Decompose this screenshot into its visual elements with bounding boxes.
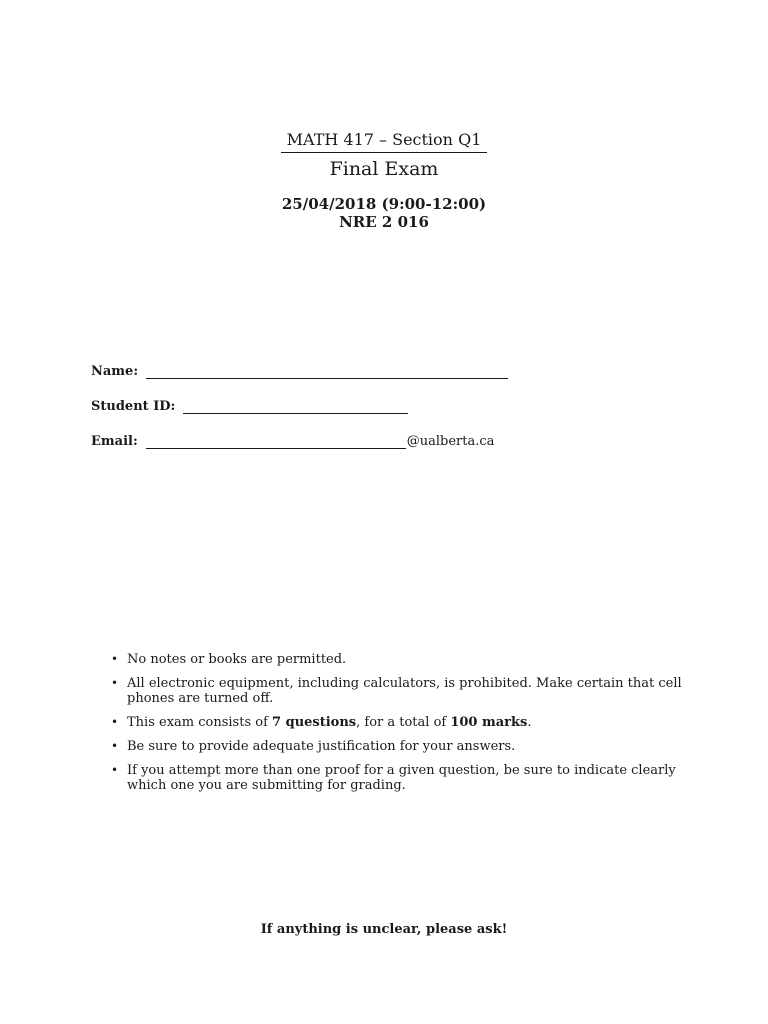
email-field: [91, 431, 494, 449]
instruction-text: If you attempt more than one proof for a given question, be sure to indicate clearly which one you are submitting for grading.: [127, 763, 676, 793]
instruction-item: [110, 763, 690, 793]
email-label: Email:: [91, 434, 138, 449]
instruction-item: [110, 676, 690, 706]
instruction-text: Be sure to provide adequate justification for your answers.: [127, 739, 516, 754]
instructions-list: [110, 652, 690, 802]
course-title: MATH 417 – Section Q1: [281, 130, 488, 153]
student-id-field: [91, 396, 408, 414]
student-id-blank-line[interactable]: [183, 400, 408, 414]
bullet-icon: •: [111, 715, 119, 729]
total-marks: 100 marks: [450, 715, 528, 730]
name-blank-line[interactable]: [146, 365, 508, 379]
bullet-icon: •: [111, 676, 119, 690]
bullet-icon: •: [111, 763, 119, 777]
instruction-item: [110, 739, 690, 754]
email-domain-suffix: @ualberta.ca: [406, 434, 495, 449]
exam-title: Final Exam: [329, 158, 439, 180]
instruction-text-suffix: .: [527, 715, 532, 730]
bullet-icon: •: [111, 739, 119, 753]
instruction-item: [110, 652, 690, 667]
instruction-text-prefix: This exam consists of: [127, 715, 273, 730]
name-field: [91, 361, 508, 379]
student-id-label: Student ID:: [91, 399, 176, 414]
closing-note: If anything is unclear, please ask!: [260, 922, 508, 937]
instruction-text: No notes or books are permitted.: [127, 652, 347, 667]
instruction-text: All electronic equipment, including calculators, is prohibited. Make certain that cell phones are turned off.: [127, 676, 682, 706]
exam-date-time: 25/04/2018 (9:00-12:00): [281, 195, 487, 213]
email-blank-line[interactable]: [146, 435, 406, 449]
course-header: [0, 130, 768, 153]
name-label: Name:: [91, 364, 139, 379]
bullet-icon: •: [111, 652, 119, 666]
instruction-item: [110, 715, 690, 730]
question-count: 7 questions: [272, 715, 357, 730]
exam-room: NRE 2 016: [339, 213, 429, 231]
instruction-text-middle: , for a total of: [356, 715, 451, 730]
